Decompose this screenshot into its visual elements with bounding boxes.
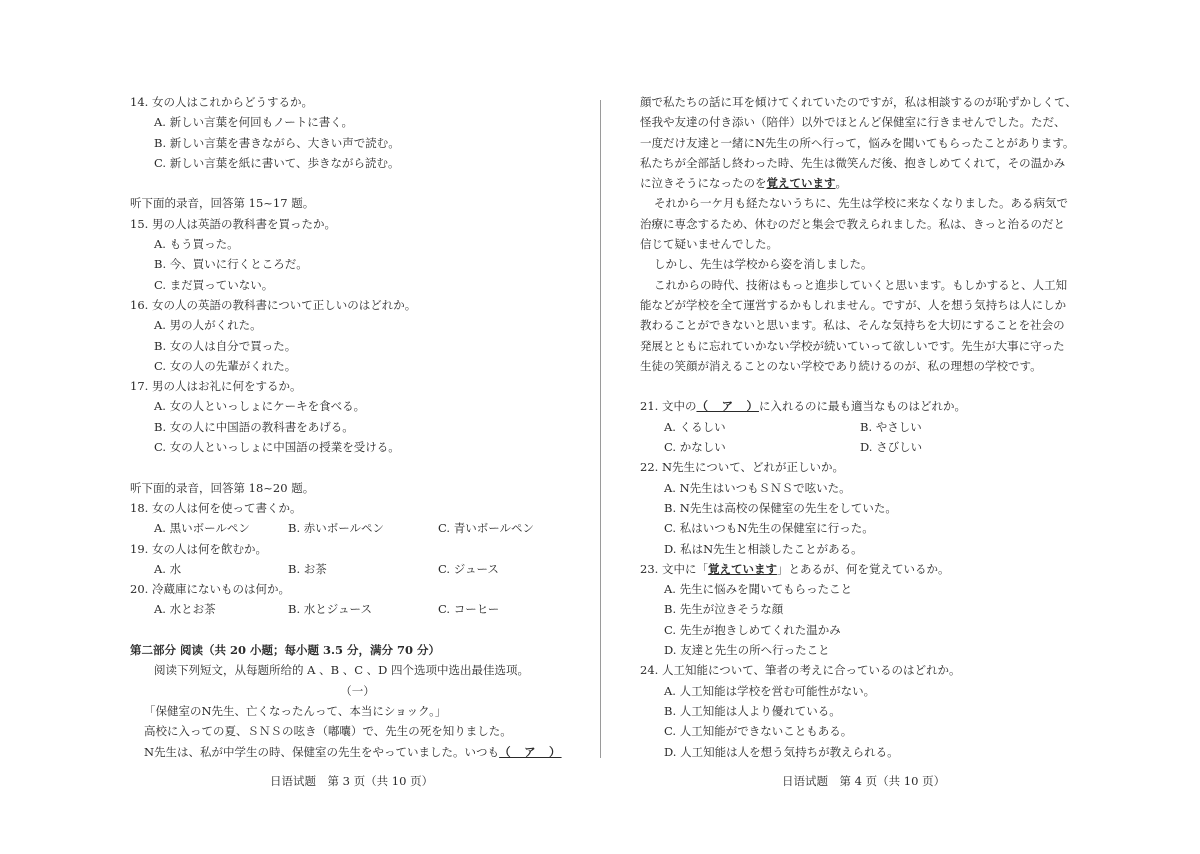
question-22-option-d: D. 私はN先生と相談したことがある。 <box>664 541 863 556</box>
question-19-options <box>130 559 585 579</box>
passage-line: それから一ケ月も経たないうちに、先生は学校に来なくなりました。ある病気で <box>654 196 1068 211</box>
page-footer-left: 日语试题 第 3 页（共 10 页） <box>270 774 434 788</box>
passage-line: 顔で私たちの話に耳を傾けてくれていたのですが，私は相談するのが恥ずかしくて、 <box>640 95 1077 109</box>
question-17-option-c: C. 女の人といっしょに中国語の授業を受ける。 <box>154 440 400 455</box>
question-20-stem: 20. 冷蔵庫にないものは何か。 <box>130 582 290 597</box>
passage-line: これからの時代、技術はもっと進歩していくと思います。もしかすると、人工知 <box>654 277 1068 292</box>
spacer <box>130 457 585 477</box>
question-15-option-b: B. 今、買いに行くところだ。 <box>154 257 308 272</box>
passage-line: 高校に入っての夏、ＳＮＳの呟き（嘟囔）で、先生の死を知りました。 <box>144 724 512 739</box>
question-20-options <box>130 599 585 619</box>
question-text: 23. 文中に「 <box>640 561 708 576</box>
passage-line: しかし、先生は学校から姿を消しました。 <box>654 257 873 272</box>
question-21-option-d: D. さびしい <box>860 440 923 455</box>
question-17-option-b: B. 女の人に中国語の教科書をあげる。 <box>154 419 354 434</box>
passage-line: 怪我や友達の付き添い（陪伴）以外でほとんど保健室に行きませんでした。ただ、 <box>640 115 1066 130</box>
question-18-option-b: B. 赤いボールペン <box>288 521 385 536</box>
left-page <box>130 92 585 762</box>
spacer <box>130 173 585 193</box>
question-text: 21. 文中の <box>640 399 697 414</box>
question-16-option-c: C. 女の人の先輩がくれた。 <box>154 358 297 373</box>
question-24-option-a: A. 人工知能は学校を営む可能性がない。 <box>664 683 876 698</box>
question-23-option-a: A. 先生に悩みを聞いてもらったこと <box>664 582 853 597</box>
passage-line: 信じて疑いませんでした。 <box>640 237 778 252</box>
question-19-stem: 19. 女の人は何を飲むか。 <box>130 541 267 556</box>
passage-line: 能などが学校を全て運営するかもしれません。ですが、人を想う気持ちは人にしか <box>640 297 1067 312</box>
question-21-option-b: B. やさしい <box>860 419 922 434</box>
blank-a: （ ア ） <box>499 744 562 759</box>
passage-line: 発展とともに忘れていかない学校が続いていって欲しいです。先生が大事に守った <box>640 338 1065 353</box>
question-22-option-b: B. N先生は高校の保健室の先生をしていた。 <box>664 500 897 515</box>
question-23-option-c: C. 先生が抱きしめてくれた温かみ <box>664 622 841 637</box>
listening-instruction-18-20: 听下面的录音，回答第 18~20 题。 <box>130 480 315 495</box>
question-19-option-b: B. お茶 <box>288 561 327 576</box>
question-16-option-a: A. 男の人がくれた。 <box>154 318 262 333</box>
question-21-stem <box>640 396 1080 416</box>
question-22-stem: 22. N先生について、どれが正しいか。 <box>640 460 845 475</box>
question-17-option-a: A. 女の人といっしょにケーキを食べる。 <box>154 399 366 414</box>
part-two-instruction: 阅读下列短文，从每题所给的 A 、B 、C 、D 四个选项中选出最佳选项。 <box>154 663 530 678</box>
question-24-option-c: C. 人工知能ができないこともある。 <box>664 724 853 739</box>
page-footer-right: 日语试题 第 4 页（共 10 页） <box>782 774 946 788</box>
spacer <box>640 376 1080 396</box>
right-page <box>640 92 1080 762</box>
page-divider <box>600 100 601 758</box>
spacer <box>130 620 585 640</box>
question-21-options-row-1 <box>640 417 1080 437</box>
question-21-options-row-2 <box>640 437 1080 457</box>
section-number: （一） <box>340 683 375 698</box>
question-23-option-d: D. 友達と先生の所へ行ったこと <box>664 643 830 658</box>
passage-line: 私たちが全部話し終わった時、先生は微笑んだ後、抱きしめてくれて，その温かみ <box>640 155 1066 170</box>
passage-line: 治療に専念するため、休むのだと集会で教えられました。私は、きっと治るのだと <box>640 216 1066 231</box>
listening-instruction-15-17: 听下面的录音，回答第 15~17 题。 <box>130 196 315 211</box>
question-20-option-c: C. コーヒー <box>438 602 500 617</box>
passage-line <box>640 173 1080 193</box>
underlined-phrase: 覚えています <box>707 561 777 576</box>
question-22-option-c: C. 私はいつもN先生の保健室に行った。 <box>664 521 874 536</box>
question-text: 」とあるが、何を覚えているか。 <box>776 561 950 576</box>
question-14-stem: 14. 女の人はこれからどうするか。 <box>130 95 313 109</box>
passage-text: N先生は、私が中学生の時、保健室の先生をやっていました。いつも <box>144 744 500 759</box>
question-18-stem: 18. 女の人は何を使って書くか。 <box>130 500 302 515</box>
blank-a: （ ア ） <box>696 399 759 414</box>
underlined-phrase: 覚えています <box>766 176 836 191</box>
question-19-option-a: A. 水 <box>154 561 182 576</box>
question-text: に入れるのに最も適当なものはどれか。 <box>758 399 966 414</box>
question-14-option-b: B. 新しい言葉を書きながら、大きい声で読む。 <box>154 135 400 150</box>
question-22-option-a: A. N先生はいつもＳＮＳで呟いた。 <box>664 480 851 495</box>
question-17-stem: 17. 男の人はお礼に何をするか。 <box>130 379 302 394</box>
question-15-option-a: A. もう買った。 <box>154 237 239 252</box>
question-20-option-b: B. 水とジュース <box>288 602 372 617</box>
question-24-option-d: D. 人工知能は人を想う気持ちが教えられる。 <box>664 744 899 759</box>
question-24-option-b: B. 人工知能は人より優れている。 <box>664 703 841 718</box>
passage-text: 。 <box>835 176 847 191</box>
question-18-options <box>130 518 585 538</box>
question-18-option-c: C. 青いボールペン <box>438 521 534 536</box>
question-21-option-c: C. かなしい <box>664 440 726 455</box>
question-18-option-a: A. 黒いボールペン <box>154 521 250 536</box>
passage-line: 一度だけ友達と一緒にN先生の所へ行って，悩みを聞いてもらったことがあります。 <box>640 135 1075 150</box>
passage-line: 教わることができないと思います。私は、そんな気持ちを大切にすることを社会の <box>640 318 1065 333</box>
question-24-stem: 24. 人工知能について、筆者の考えに合っているのはどれか。 <box>640 663 961 678</box>
question-14-option-c: C. 新しい言葉を紙に書いて、歩きながら読む。 <box>154 155 400 170</box>
question-23-stem <box>640 559 1080 579</box>
question-21-option-a: A. くるしい <box>664 419 726 434</box>
question-15-option-c: C. まだ買っていない。 <box>154 277 274 292</box>
part-two-title: 第二部分 阅读（共 20 小题；每小题 3.5 分，满分 70 分） <box>130 643 441 658</box>
question-20-option-a: A. 水とお茶 <box>154 602 216 617</box>
question-23-option-b: B. 先生が泣きそうな顔 <box>664 602 784 617</box>
question-15-stem: 15. 男の人は英語の教科書を買ったか。 <box>130 216 336 231</box>
question-14-option-a: A. 新しい言葉を何回もノートに書く。 <box>154 115 354 130</box>
question-16-stem: 16. 女の人の英語の教科書について正しいのはどれか。 <box>130 297 417 312</box>
passage-line: 「保健室のN先生、亡くなったんって、本当にショック。」 <box>144 703 447 718</box>
question-16-option-b: B. 女の人は自分で買った。 <box>154 338 297 353</box>
passage-line: 生徒の笑顔が消えることのない学校であり続けるのが、私の理想の学校です。 <box>640 358 1042 373</box>
passage-text: に泣きそうになったのを <box>640 176 767 191</box>
question-19-option-c: C. ジュース <box>438 561 499 576</box>
passage-line <box>130 742 585 762</box>
